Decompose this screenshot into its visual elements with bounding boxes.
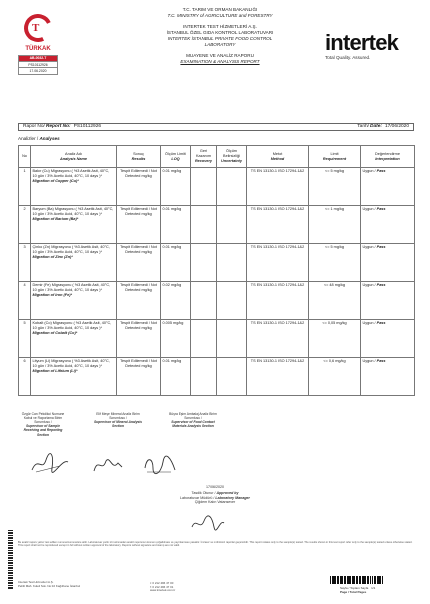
analysis-name: Demir (Fe) Migrasyonu ( %3 Asetik Asit, 40°C, 10 gün / 3% Acetic Acid, 40°C, 10 days )* [32,283,111,292]
column-header [247,146,309,168]
table-cell [19,168,31,206]
report-no-label-en: Report No: [45,124,71,129]
result-value: Tespit Edilemedi / Not Detected mg/kg [120,169,157,178]
table-cell [217,168,247,206]
table-cell [19,282,31,320]
analysis-name-en: Migration of Iron (Fe)* [32,293,72,298]
report-date-label-en: Date: [369,124,382,129]
result-value: Tespit Edilemedi / Not Detected mg/kg [120,359,157,368]
method-value: TS EN 13130-1 ISO 17294-1&2 [250,321,305,325]
limit-value: <= 5 mg/kg [325,245,344,249]
method-value: TS EN 13130-1 ISO 17294-1&2 [250,207,305,211]
column-header-en: LOQ [171,156,180,161]
interpretation-label: Uygun / [362,321,376,325]
signature-title-tr: Büşra Eşim Ambalaj Analiz Birim Sorumlusu / [169,412,217,421]
column-header-en: Recovery [194,158,213,163]
table-cell [191,282,217,320]
accreditation-ref: PS10112926 [19,62,57,68]
report-date-label-tr: Tarih/ [357,124,369,129]
accreditation-name: TÜRKAK [25,46,51,52]
result-value: Tespit Edilemedi / Not Detected mg/kg [120,283,157,292]
table-row [19,358,415,396]
footer-address-line: Pelitli Mah. Kuleli Sok. No:10 Kağıthane İstanbul [18,583,81,588]
approval-role-en: Laboratory Manager [215,495,250,500]
signature-scribble-3 [143,454,177,476]
report-info-bar [18,123,414,131]
row-number: 4 [23,283,26,287]
loq-value: 0.01 mg/kg [162,359,182,363]
table-cell [31,168,117,206]
column-header-en: Interpretation [375,156,400,161]
column-header-tr: Geri Kazanım [196,149,211,159]
limit-value: <= 48 mg/kg [323,283,346,287]
column-header-en: Method [270,156,285,161]
column-header [117,146,161,168]
approval-label-en: Approved by [216,491,239,496]
table-row [19,244,415,282]
column-header-tr: Analiz Adı [65,151,82,156]
page-value: 1/1 [371,586,376,590]
method-value: TS EN 13130-1 ISO 17294-1&2 [250,169,305,173]
table-cell [31,282,117,320]
table-cell [31,358,117,396]
table-cell [361,320,415,358]
side-barcode-icon [8,530,13,590]
column-header-en: Requirement [322,156,347,161]
result-value: Tespit Edilemedi / Not Detected mg/kg [120,321,157,330]
interpretation-value: Pass [376,245,386,249]
column-header-tr: Ölçüm Limiti [165,151,186,156]
footer-contact [150,582,270,593]
table-cell [309,206,361,244]
interpretation-label: Uygun / [362,283,376,287]
footer-fax: f: 0 212 496 47 01 [150,584,174,589]
approval-label-tr: Tasdik Olunur / [191,491,216,496]
signature-title-tr: Elif Meşe Mineral Analiz Birim Sorumlusu / [96,412,140,421]
table-cell [309,244,361,282]
limit-value: <= 0,05 mg/kg [322,321,347,325]
row-number: 1 [23,169,26,173]
table-cell [247,320,309,358]
accreditation-block [18,12,58,75]
table-cell [19,244,31,282]
table-cell [191,320,217,358]
table-cell [31,206,117,244]
signature-title-en: Supervisor of Mineral Analysis Section [93,420,143,429]
accreditation-date: 17.06.2020 [29,68,47,73]
table-cell [361,358,415,396]
analysis-name: Bakır (Cu) Migrasyonu ( %3 Asetik Asit, 40°C, 10 gün / 3% Acetic Acid, 40°C, 10 days )* [32,169,110,178]
analysis-name: Lityum (Li) Migrasyonu ( %3 Asetik Asit, 40°C, 10 gün / 3% Acetic Acid, 40°C, 10 days )* [32,359,110,368]
accreditation-code: AB-0032-T [19,56,57,62]
interpretation-value: Pass [376,283,386,287]
limit-value: <= 0,6 mg/kg [323,359,346,363]
interpretation-label: Uygun / [362,207,376,211]
interpretation-label: Uygun / [362,169,376,173]
column-header [19,146,31,168]
signature-title-en: Supervisor of Food Contact Materials Analysis Section [171,420,215,429]
row-number: 5 [23,321,26,325]
table-cell [247,282,309,320]
disclaimer-text: Bu analiz raporu yalnız test edilen numune/numunelere aittir. Laboratuvar yazılı izni alınmadan analiz raporunun kısmen çoğaltılması ve yayınlanması yasaktır. İmzasız ve mühürsüz raporlar geçersizdir. This report relates only to the sample(s) tested. The results shown in this test report refer only to the sample(s) tested unless otherwise stated. This report shall not be reproduced except in full without written approval of the laboratory. Reports without signature and stamp are not valid. [18,541,413,548]
analyses-heading-tr: Analizler / [18,136,39,141]
table-cell [247,168,309,206]
column-header-tr: Ölçüm Belirsizliği [223,149,240,159]
table-cell [217,282,247,320]
turkak-logo-icon: T [20,12,56,46]
signature-scribble-2 [92,455,124,475]
table-cell [161,168,191,206]
footer-address [18,581,128,588]
signature-block [93,412,143,437]
table-cell [31,320,117,358]
report-type-tr: MUAYENE VE ANALİZ RAPORU [186,53,254,59]
result-value: Tespit Edilemedi / Not Detected mg/kg [120,207,157,216]
loq-value: 0.005 mg/kg [162,321,184,325]
footer-company: Intertek Test Hizmetleri A.Ş. [18,580,54,584]
table-cell [217,320,247,358]
signature-scribble-1 [30,452,70,474]
row-number: 6 [23,359,26,363]
footer-tel: t: 0 212 496 47 00 [150,581,174,585]
page-info [340,587,410,595]
table-cell [117,358,161,396]
column-header-tr: No [22,154,27,159]
column-header-en: Results [131,156,146,161]
loq-value: 0.01 mg/kg [162,169,182,173]
loq-value: 0.01 mg/kg [162,245,182,249]
interpretation-value: Pass [376,321,386,325]
table-cell [309,168,361,206]
method-value: TS EN 13130-1 ISO 17294-1&2 [250,359,305,363]
column-header [361,146,415,168]
column-header [217,146,247,168]
loq-value: 0.01 mg/kg [162,207,182,211]
approval-block [130,485,300,505]
table-cell [309,358,361,396]
loq-value: 0.02 mg/kg [162,283,182,287]
table-cell [361,168,415,206]
logo-tagline: Total Quality. Assured. [325,55,371,60]
table-cell [161,206,191,244]
table-cell [361,282,415,320]
table-cell [309,282,361,320]
column-header-tr: Sonuç [133,151,144,156]
document-header [120,7,320,65]
table-cell [117,244,161,282]
analysis-name: Baryum (Ba) Migrasyonu ( %3 Asetik Asit, 40°C, 10 gün / 3% Acetic Acid, 40°C, 10 days )* [32,207,114,216]
method-value: TS EN 13130-1 ISO 17294-1&2 [250,283,305,287]
analysis-name-en: Migration of Copper (Cu)* [32,179,79,184]
approval-role-tr: Laboratuvar Müdürü / [180,495,215,500]
ministry-name-tr: T.C. TARIM VE ORMAN BAKANLIĞI [182,7,258,12]
result-value: Tespit Edilemedi / Not Detected mg/kg [120,245,157,254]
company-name-en-1: INTERTEK İSTANBUL PRIVATE FOOD CONTROL [167,35,273,41]
signatures [18,412,218,437]
table-row [19,320,415,358]
table-cell [19,358,31,396]
approval-date: 17/06/2020 [206,485,224,489]
analysis-name-en: Migration of Zinc (Zn)* [32,255,73,260]
column-header [161,146,191,168]
table-cell [361,206,415,244]
table-cell [217,244,247,282]
interpretation-label: Uygun / [362,245,376,249]
analyses-heading-en: Analyses [39,136,60,141]
row-number: 3 [23,245,26,249]
signature-title-tr: Özgür Can Pekdikci Numune Kabul ve Raporlama Birim Sorumlusu / [21,412,65,425]
table-cell [217,206,247,244]
table-cell [191,358,217,396]
signature-block [18,412,68,437]
column-header-tr: Değerlendirme [375,151,400,156]
column-header [191,146,217,168]
limit-value: <= 5 mg/kg [325,169,344,173]
logo-word: intertek [325,30,399,55]
table-cell [309,320,361,358]
analysis-name-en: Migration of Cobalt (Co)* [32,331,78,336]
column-header [309,146,361,168]
page-label-en: Page / Total Pages [340,589,367,594]
interpretation-value: Pass [376,207,386,211]
table-cell [161,244,191,282]
table-cell [191,206,217,244]
analysis-name-en: Migration of Lithium (Li)* [32,369,78,374]
analysis-name-en: Migration of Barium (Ba)* [32,217,79,222]
table-row [19,282,415,320]
column-header-tr: Limit [330,151,339,156]
table-row [19,206,415,244]
interpretation-value: Pass [376,359,386,363]
accreditation-details [18,55,58,75]
column-header [31,146,117,168]
barcode-icon [330,576,400,584]
table-cell [161,358,191,396]
column-header-en: Uncertainty [221,158,242,163]
column-header-tr: Metot [272,151,283,156]
footer-web: www.intertek.com.tr [150,588,176,593]
row-number: 2 [23,207,26,211]
analysis-name: Çinko (Zn) Migrasyonu ( %3 Asetik Asit, 40°C, 10 gün / 3% Acetic Acid, 40°C, 10 days )* [32,245,110,254]
interpretation-value: Pass [376,169,386,173]
table-row [19,168,415,206]
table-header-row [19,146,415,168]
signature-block [168,412,218,437]
company-name-en-2: LABORATORY [204,41,236,47]
report-date-value: 17/06/2020 [384,124,409,129]
table-cell [19,320,31,358]
intertek-logo [325,32,415,61]
table-cell [31,244,117,282]
lab-name-tr: İSTANBUL ÖZEL GIDA KONTROL LABORATUVARI [166,30,274,36]
results-table [18,145,415,396]
table-cell [217,358,247,396]
approval-name: Çiğdem Kalın Vatansever [194,500,236,505]
table-cell [117,320,161,358]
limit-value: <= 1 mg/kg [325,207,344,211]
approval-signature [190,515,226,533]
table-cell [247,244,309,282]
company-name-tr: INTERTEK TEST HİZMETLERİ A.Ş. [183,24,257,30]
report-no-label-tr: Rapor No/ [23,124,45,129]
table-cell [161,282,191,320]
signature-title-en: Supervisor of Sample Receiving and Reporting Section [23,424,63,437]
table-cell [247,206,309,244]
table-cell [247,358,309,396]
table-cell [117,168,161,206]
table-cell [117,206,161,244]
table-cell [161,320,191,358]
analysis-name: Kobalt (Co) Migrasyonu ( %3 Asetik Asit, 40°C, 10 gün / 3% Acetic Acid, 40°C, 10 days )* [32,321,112,330]
column-header-en: Analysis Name [59,156,87,161]
ministry-name-en: T.C. MINISTRY of AGRICULTURE and FORESTRY [167,12,273,18]
analyses-heading [18,136,60,142]
report-type-en: EXAMINATION & ANALYSIS REPORT [180,59,260,65]
page-label-tr: Sayfa / Toplam Sayfa [340,586,369,590]
table-cell [361,244,415,282]
table-cell [19,206,31,244]
method-value: TS EN 13130-1 ISO 17294-1&2 [250,245,305,249]
table-cell [191,244,217,282]
report-no-value: PS10112926 [73,124,102,129]
interpretation-label: Uygun / [362,359,376,363]
table-cell [191,168,217,206]
table-cell [117,282,161,320]
